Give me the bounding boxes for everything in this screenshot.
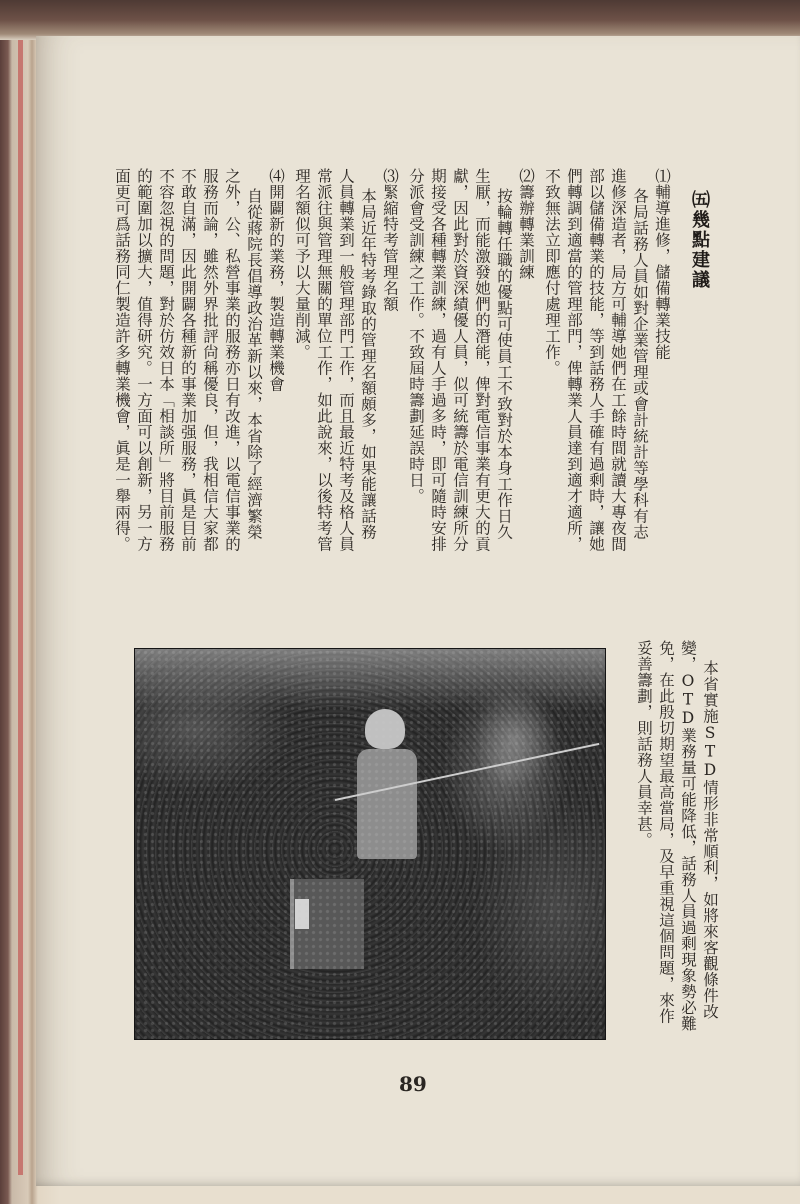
side-note-line-1: 本省實施STD情形非常順利，如將來客觀條件改 [701, 660, 719, 1020]
item-3-title: ⑶緊縮特考管理名額 [381, 168, 399, 312]
item-4-line-3: 服務而論，雖然外界批評尙稱優良，但，我相信大家都 [201, 168, 219, 552]
section-heading: ㈤幾點建議 [689, 190, 710, 290]
side-note-line-4: 妥善籌劃，則話務人員幸甚。 [635, 640, 653, 848]
item-1-line-3: 部以儲備轉業的技能，等到話務人手確有過剩時，讓她 [587, 168, 605, 552]
item-4-line-5: 不容忽視的問題，對於仿效日本「相談所」將目前服務 [157, 168, 175, 552]
page-number: 89 [399, 1072, 427, 1096]
item-3-line-4: 理名額似可予以大量削減。 [293, 168, 311, 360]
item-4-line-1: 自從蔣院長倡導政治革新以來，本省除了經濟繁榮 [245, 188, 263, 540]
item-3-line-3: 常派往與管理無關的單位工作，如此說來，以後特考管 [315, 168, 333, 552]
item-2-line-1: 按輪轉任職的優點可使員工不致對於本身工作日久 [495, 188, 513, 540]
item-4-line-6: 的範圍加以擴大，值得研究。一方面可以創新，另一方 [135, 168, 153, 552]
item-3-line-1: 本局近年特考錄取的管理名額頗多，如果能讓話務 [359, 188, 377, 540]
book-top-edge [0, 0, 800, 40]
item-1-line-2: 進修深造者，局方可輔導她們在工餘時間就讀大專夜間 [609, 168, 627, 552]
item-1-line-1: 各局話務人員如對企業管理或會計統計等學科有志 [631, 188, 649, 540]
item-4-line-2: 之外，公、私營事業的服務亦日有改進，以電信事業的 [223, 168, 241, 552]
page-red-edge [18, 40, 23, 1175]
item-2-line-4: 期接受各種轉業訓練，過有人手過多時，即可隨時安排 [429, 168, 447, 552]
item-3-line-2: 人員轉業到一般管理部門工作，而且最近特考及格人員 [337, 168, 355, 552]
item-1-line-5: 不致無法立即應付處理工作。 [543, 168, 561, 376]
item-4-title: ⑷開闢新的業務，製造轉業機會 [267, 168, 285, 392]
item-2-line-5: 分派會受訓練之工作。不致屆時籌劃延誤時日。 [407, 168, 425, 504]
side-note-line-3: 免，在此殷切期望最高當局，及早重視這個問題，來作 [657, 640, 675, 1024]
item-4-line-4: 不敢自滿，因此開闢各種新的事業加强服務，眞是目前 [179, 168, 197, 552]
item-2-line-3: 獻，因此對於資深績優人員，似可統籌於電信訓練所分 [451, 168, 469, 552]
item-1-title: ⑴輔導進修，儲備轉業技能 [653, 168, 671, 360]
item-4-line-7: 面更可爲話務同仁製造許多轉業機會，眞是一舉兩得。 [113, 168, 131, 552]
item-2-title: ⑵籌辦轉業訓練 [517, 168, 535, 280]
item-1-line-4: 們轉調到適當的管理部門，俾轉業人員達到適才適所， [565, 168, 583, 552]
item-2-line-2: 生厭，而能激發她們的潛能，俾對電信事業有更大的貢 [473, 168, 491, 552]
side-note-line-2: 變，OTD業務量可能降低，話務人員過剩現象勢必難 [679, 640, 697, 1032]
photograph-lineworker [134, 648, 606, 1040]
photo-halftone [135, 649, 605, 1039]
